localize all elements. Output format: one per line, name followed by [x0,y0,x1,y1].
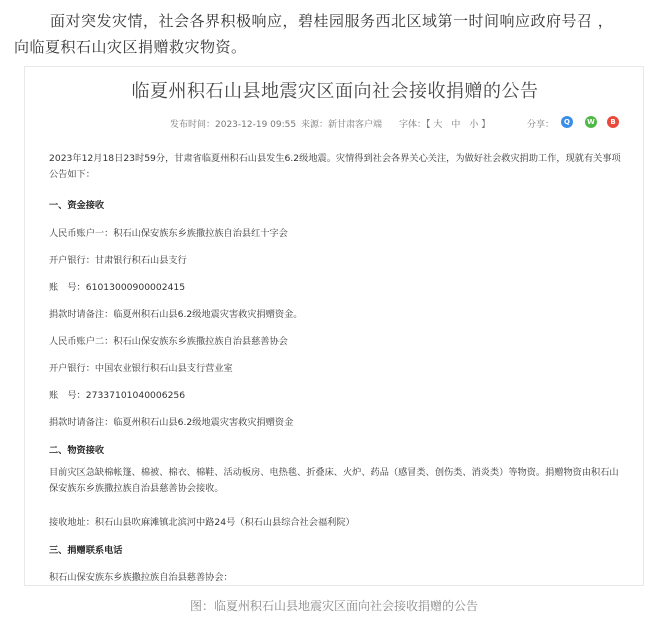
publish-time: 发布时间：2023-12-19 09:55 [170,120,297,130]
weibo-icon[interactable]: B [607,116,619,128]
account-2-number: 账 号：27337101040006256 [49,390,186,401]
account-2-note: 捐款时请备注：临夏州积石山县6.2级地震灾害救灾捐赠资金 [49,417,294,428]
notice-meta-bar [25,117,644,131]
source: 来源：新甘肃客户端 [301,120,383,130]
account-1-note: 捐款时请备注：临夏州积石山县6.2级地震灾害救灾捐赠资金。 [49,309,303,320]
section-heading-goods: 二、物资接收 [49,445,105,456]
image-caption: 图：临夏州积石山县地震灾区面向社会接收捐赠的公告 [189,599,478,613]
share-label: 分享： [527,120,555,130]
section-heading-contact: 三、捐赠联系电话 [49,545,123,556]
account-2-bank: 开户银行：中国农业银行积石山县支行营业室 [49,363,233,374]
intro-line-2: 向临夏积石山灾区捐赠救灾物资。 [14,38,247,56]
intro-paragraph [14,8,654,60]
contact-org: 积石山保安族东乡族撒拉族自治县慈善协会： [49,572,233,583]
receiving-address: 接收地址：积石山县吹麻滩镇北滨河中路24号（积石山县综合社会福利院） [49,517,355,528]
notice-title: 临夏州积石山县地震灾区面向社会接收捐赠的公告 [131,81,539,102]
wechat-icon[interactable]: W [585,116,597,128]
account-1-bank: 开户银行：甘肃银行积石山县支行 [49,255,187,266]
account-1-number: 账 号：61013000900002415 [49,282,186,293]
account-1-name: 人民币账户一：积石山保安族东乡族撒拉族自治县红十字会 [49,228,288,239]
intro-line-1: 面对突发灾情，社会各界积极响应，碧桂园服务西北区域第一时间响应政府号召 ， [50,12,614,30]
goods-paragraph: 目前灾区急缺棉帐篷、棉被、棉衣、棉鞋、活动板房、电热毯、折叠床、火炉、药品（感冒类、创伤类、消炎类）等物资。捐赠物资由积石山保安族东乡族撒拉族自治县慈善协会接收。 [49,467,619,494]
notice-screenshot [24,66,644,586]
qq-icon[interactable]: Q [561,116,573,128]
article-lead: 2023年12月18日23时59分，甘肃省临夏州积石山县发生6.2级地震。灾情得到社会各界关心关注，为做好社会救灾捐助工作，现就有关事项公告如下： [49,153,621,180]
font-size-selector[interactable]: 字体：【 大 中 小 】 [399,120,491,130]
account-2-name: 人民币账户二：积石山保安族东乡族撒拉族自治县慈善协会 [49,336,288,347]
section-heading-funds: 一、资金接收 [49,200,105,211]
